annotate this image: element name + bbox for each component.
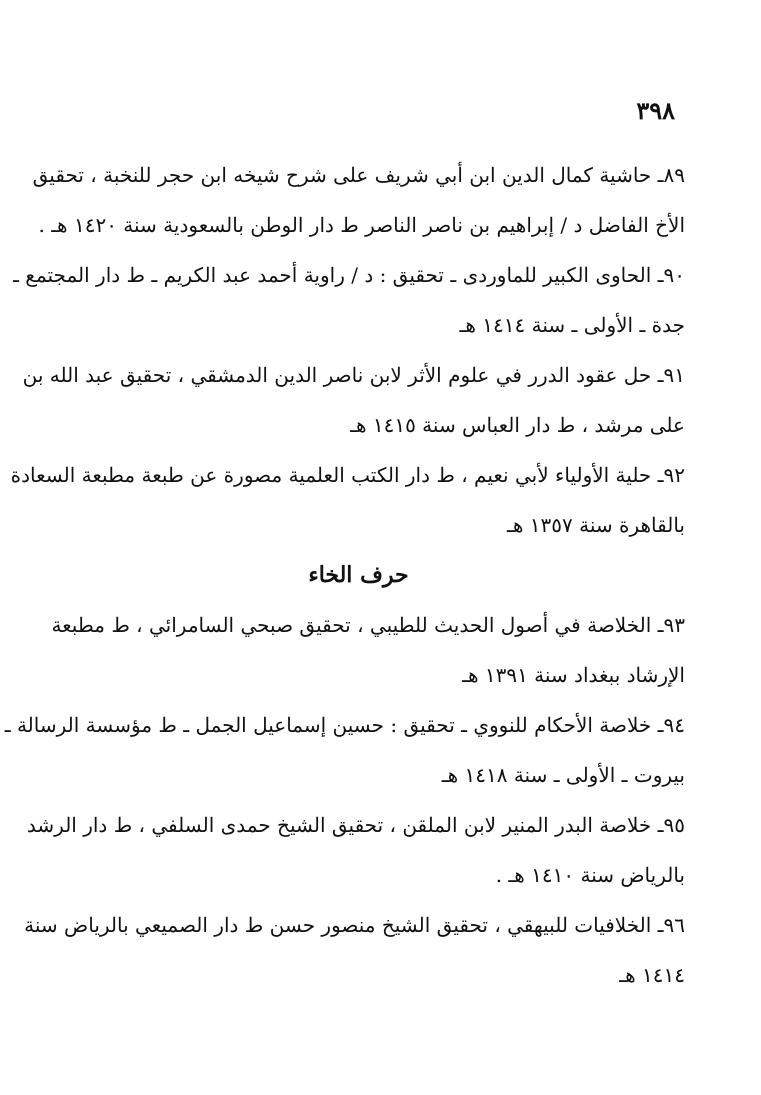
bibliography-entry-94	[4, 700, 685, 800]
section-heading: حرف الخاء	[308, 562, 409, 588]
entry-line: بالقاهرة سنة ١٣٥٧ هـ	[507, 513, 685, 537]
entry-line: ٩٠ـ الحاوى الكبير للماوردى ـ تحقيق : د / راوية أحمد عبد الكريم ـ ط دار المجتمع ـ	[13, 263, 685, 287]
bibliography-entry-90	[13, 250, 685, 350]
entry-line: ٩٣ـ الخلاصة في أصول الحديث للطيبي ، تحقيق صبحي السامرائي ، ط مطبعة	[51, 613, 685, 637]
entry-line: ٩٥ـ خلاصة البدر المنير لابن الملقن ، تحقيق الشيخ حمدى السلفي ، ط دار الرشد	[26, 813, 685, 837]
entry-line: الأخ الفاضل د / إبراهيم بن ناصر الناصر ط دار الوطن بالسعودية سنة ١٤٢٠ هـ .	[38, 213, 685, 237]
bibliography-entry-89	[32, 150, 685, 250]
entry-line: ٩٤ـ خلاصة الأحكام للنووي ـ تحقيق : حسين إسماعيل الجمل ـ ط مؤسسة الرسالة ـ	[4, 713, 685, 737]
page-number: ٣٩٨	[636, 96, 675, 125]
entry-line: ٨٩ـ حاشية كمال الدين ابن أبي شريف على شرح شيخه ابن حجر للنخبة ، تحقيق	[32, 163, 685, 187]
entry-line: ٩٦ـ الخلافيات للبيهقي ، تحقيق الشيخ منصور حسن ط دار الصميعي بالرياض سنة	[24, 913, 685, 937]
bibliography-list	[4, 150, 685, 1000]
entry-line: بالرياض سنة ١٤١٠ هـ .	[495, 863, 685, 887]
bibliography-entry-93	[51, 600, 685, 700]
bibliography-entry-95	[26, 800, 685, 900]
entry-line: الإرشاد ببغداد سنة ١٣٩١ هـ	[462, 663, 685, 687]
bibliography-entry-96	[24, 900, 685, 1000]
entry-line: بيروت ـ الأولى ـ سنة ١٤١٨ هـ	[441, 763, 685, 787]
bibliography-entry-91	[22, 350, 685, 450]
bibliography-entry-92	[10, 450, 685, 550]
entry-line: ٩١ـ حل عقود الدرر في علوم الأثر لابن ناصر الدين الدمشقي ، تحقيق عبد الله بن	[22, 363, 685, 387]
entry-line: ١٤١٤ هـ	[619, 963, 685, 987]
entry-line: على مرشد ، ط دار العباس سنة ١٤١٥ هـ	[350, 413, 685, 437]
entry-line: ٩٢ـ حلية الأولياء لأبي نعيم ، ط دار الكتب العلمية مصورة عن طبعة مطبعة السعادة	[10, 463, 685, 487]
entry-line: جدة ـ الأولى ـ سنة ١٤١٤ هـ	[459, 313, 685, 337]
